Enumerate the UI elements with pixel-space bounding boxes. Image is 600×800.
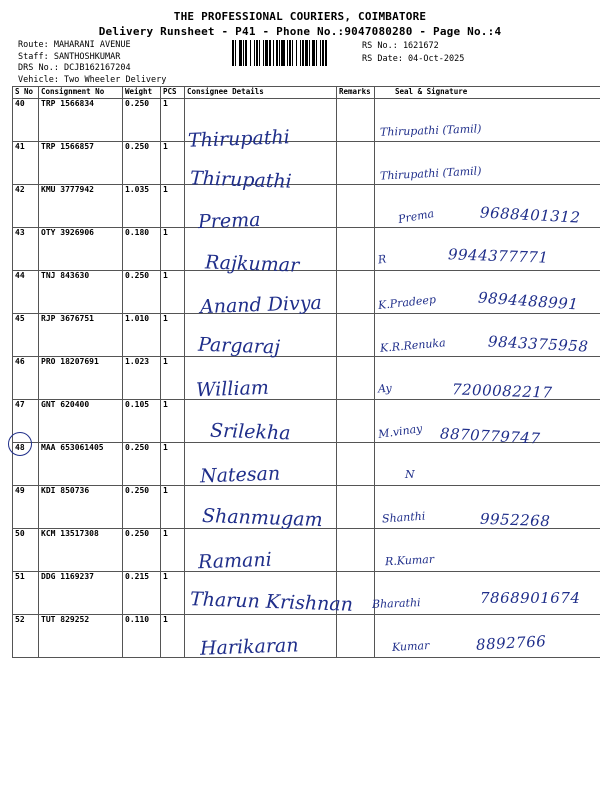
row-consignee (185, 271, 337, 314)
vehicle-label: Vehicle: Two Wheeler Delivery (18, 74, 167, 85)
row-weight: 1.035 (123, 185, 161, 228)
col-consignment: Consignment No (39, 87, 123, 99)
table-row (13, 271, 600, 314)
handwritten-name: Thirupathi (187, 126, 291, 152)
row-remarks (337, 142, 375, 185)
row-remarks (337, 486, 375, 529)
row-consignee (185, 314, 337, 357)
row-weight: 0.180 (123, 228, 161, 271)
row-pcs: 1 (161, 529, 185, 572)
handwritten-phone: 9944377771 (447, 245, 549, 267)
handwritten-phone: 8870779747 (439, 424, 541, 448)
row-consignee (185, 400, 337, 443)
handwritten-signature: Bharathi (371, 596, 421, 611)
rs-number: RS No.: 1621672 (362, 41, 439, 51)
row-pcs: 1 (161, 615, 185, 658)
row-pcs: 1 (161, 443, 185, 486)
row-consignment: TRP 1566857 (39, 142, 123, 185)
row-pcs: 1 (161, 400, 185, 443)
row-seal (375, 142, 600, 185)
row-sno: 45 (13, 314, 39, 357)
col-consignee: Consignee Details (185, 87, 337, 99)
row-consignee (185, 443, 337, 486)
handwritten-phone: 9894488991 (477, 288, 579, 314)
row-remarks (337, 615, 375, 658)
row-seal (375, 400, 600, 443)
row-consignment: GNT 620400 (39, 400, 123, 443)
row-sno: 49 (13, 486, 39, 529)
row-consignee (185, 529, 337, 572)
row-remarks (337, 228, 375, 271)
handwritten-phone: 9843375958 (487, 332, 589, 356)
row-weight: 1.023 (123, 357, 161, 400)
row-pcs: 1 (161, 314, 185, 357)
row-remarks (337, 185, 375, 228)
row-consignment: KDI 850736 (39, 486, 123, 529)
row-seal (375, 271, 600, 314)
handwritten-phone: 8892766 (475, 632, 547, 654)
staff-label: Staff: SANTHOSHKUMAR (18, 51, 121, 62)
row-remarks (337, 314, 375, 357)
handwritten-name: Shanmugam (201, 504, 323, 532)
row-sno: 47 (13, 400, 39, 443)
handwritten-name: Ramani (197, 548, 273, 574)
row-remarks (337, 443, 375, 486)
table-row (13, 142, 600, 185)
row-sno: 51 (13, 572, 39, 615)
row-weight: 0.250 (123, 99, 161, 142)
row-consignment: TNJ 843630 (39, 271, 123, 314)
row-consignment: TRP 1566834 (39, 99, 123, 142)
row-consignment: KCM 13517308 (39, 529, 123, 572)
handwritten-signature: R.Kumar (384, 552, 435, 569)
handwritten-name: Rajkumar (204, 251, 300, 277)
table-row (13, 185, 600, 228)
row-pcs: 1 (161, 185, 185, 228)
row-consignee (185, 572, 337, 615)
table-row (13, 529, 600, 572)
row-seal (375, 228, 600, 271)
handwritten-signature: N (405, 468, 415, 481)
row-weight: 0.250 (123, 529, 161, 572)
runsheet-meta (18, 40, 166, 86)
row-sno: 42 (13, 185, 39, 228)
row-remarks (337, 357, 375, 400)
row-weight: 0.250 (123, 271, 161, 314)
route-label: Route: MAHARANI AVENUE (18, 40, 131, 50)
table-row (13, 357, 600, 400)
row-weight: 0.250 (123, 486, 161, 529)
row-seal (375, 615, 600, 658)
handwritten-signature: Thirupathi (Tamil) (379, 122, 482, 139)
handwritten-signature: Thirupathi (Tamil) (379, 164, 482, 183)
row-seal (375, 357, 600, 400)
handwritten-signature: R (377, 252, 388, 267)
handwritten-signature: Shanthi (381, 509, 426, 526)
handwritten-phone: 9688401312 (479, 203, 581, 227)
row-sno: 41 (13, 142, 39, 185)
handwritten-signature: K.Pradeep (377, 293, 437, 312)
handwritten-name: Harikaran (199, 634, 299, 660)
handwritten-name: Thirupathi (189, 167, 293, 193)
col-seal: Seal & Signature (375, 87, 600, 99)
row-weight: 0.250 (123, 142, 161, 185)
row-pcs: 1 (161, 271, 185, 314)
table-row (13, 228, 600, 271)
row-weight: 1.010 (123, 314, 161, 357)
handwritten-signature: Kumar (391, 639, 430, 654)
row-consignee (185, 486, 337, 532)
table-header-row (13, 87, 600, 99)
handwritten-name: Srilekha (209, 419, 291, 445)
row-weight: 0.215 (123, 572, 161, 615)
table-row (13, 314, 600, 357)
handwritten-name: William (195, 376, 270, 402)
row-consignment: RJP 3676751 (39, 314, 123, 357)
handwritten-phone: 9952268 (479, 509, 551, 531)
delivery-table (12, 86, 600, 658)
row-sno: 44 (13, 271, 39, 314)
row-pcs: 1 (161, 228, 185, 271)
row-consignee (185, 228, 337, 271)
barcode (232, 40, 358, 66)
row-seal (375, 314, 600, 357)
table-row (13, 572, 600, 615)
row-consignee (185, 142, 337, 185)
row-consignment: DDG 1169237 (39, 572, 123, 615)
handwritten-signature: K.R.Renuka (379, 336, 447, 355)
row-sno: 40 (13, 99, 39, 142)
row-sno: 52 (13, 615, 39, 658)
handwritten-phone: 7868901674 (480, 589, 581, 607)
row-sno: 48 (13, 443, 39, 486)
row-pcs: 1 (161, 572, 185, 615)
row-consignee (185, 615, 337, 658)
col-weight: Weight (123, 87, 161, 99)
row-pcs: 1 (161, 99, 185, 142)
row-seal (375, 572, 600, 615)
row-consignment: MAA 653061405 (39, 443, 123, 486)
drs-label: DRS No.: DCJB162167204 (18, 63, 131, 73)
row-pcs: 1 (161, 486, 185, 529)
handwritten-name: Pargaraj (197, 333, 281, 359)
row-weight: 0.110 (123, 615, 161, 658)
col-sno: S No (13, 87, 39, 99)
handwritten-name: Natesan (199, 462, 281, 488)
handwritten-phone: 7200082217 (451, 380, 553, 402)
row-seal (375, 185, 600, 228)
row-pcs: 1 (161, 142, 185, 185)
row-consignment: KMU 3777942 (39, 185, 123, 228)
row-consignee (185, 357, 337, 400)
rs-meta (362, 40, 464, 65)
row-seal (375, 99, 600, 142)
row-remarks (337, 99, 375, 142)
row-consignment: OTY 3926906 (39, 228, 123, 271)
row-seal (375, 486, 600, 529)
row-sno: 50 (13, 529, 39, 572)
row-remarks (337, 529, 375, 572)
row-consignee (185, 99, 337, 142)
row-pcs: 1 (161, 357, 185, 400)
row-consignee (185, 185, 337, 228)
company-name: THE PROFESSIONAL COURIERS, COIMBATORE (173, 10, 427, 23)
table-row (13, 400, 600, 443)
handwritten-name: Anand Divya (199, 291, 323, 319)
handwritten-signature: Prema (397, 206, 436, 227)
table-row (13, 443, 600, 486)
row-consignment: TUT 829252 (39, 615, 123, 658)
row-seal (375, 529, 600, 572)
row-consignment: PRO 18207691 (39, 357, 123, 400)
row-weight: 0.105 (123, 400, 161, 443)
row-remarks (337, 271, 375, 314)
table-row (13, 486, 600, 529)
row-sno: 43 (13, 228, 39, 271)
rs-date: RS Date: 04-Oct-2025 (362, 53, 465, 64)
runsheet-title: Delivery Runsheet - P41 - Phone No.:9047080280 - Page No.:4 (98, 25, 502, 38)
handwritten-name: Prema (197, 208, 261, 234)
row-seal (375, 443, 600, 486)
col-remarks: Remarks (337, 87, 375, 99)
row-remarks (337, 572, 375, 615)
table-row (13, 615, 600, 658)
handwritten-signature: M.vinay (377, 421, 424, 442)
table-row (13, 99, 600, 142)
row-sno: 46 (13, 357, 39, 400)
row-weight: 0.250 (123, 443, 161, 486)
handwritten-signature: Ay (377, 381, 393, 396)
handwritten-name: Tharun Krishnan (189, 588, 354, 616)
row-remarks (337, 400, 375, 443)
col-pcs: PCS (161, 87, 185, 99)
